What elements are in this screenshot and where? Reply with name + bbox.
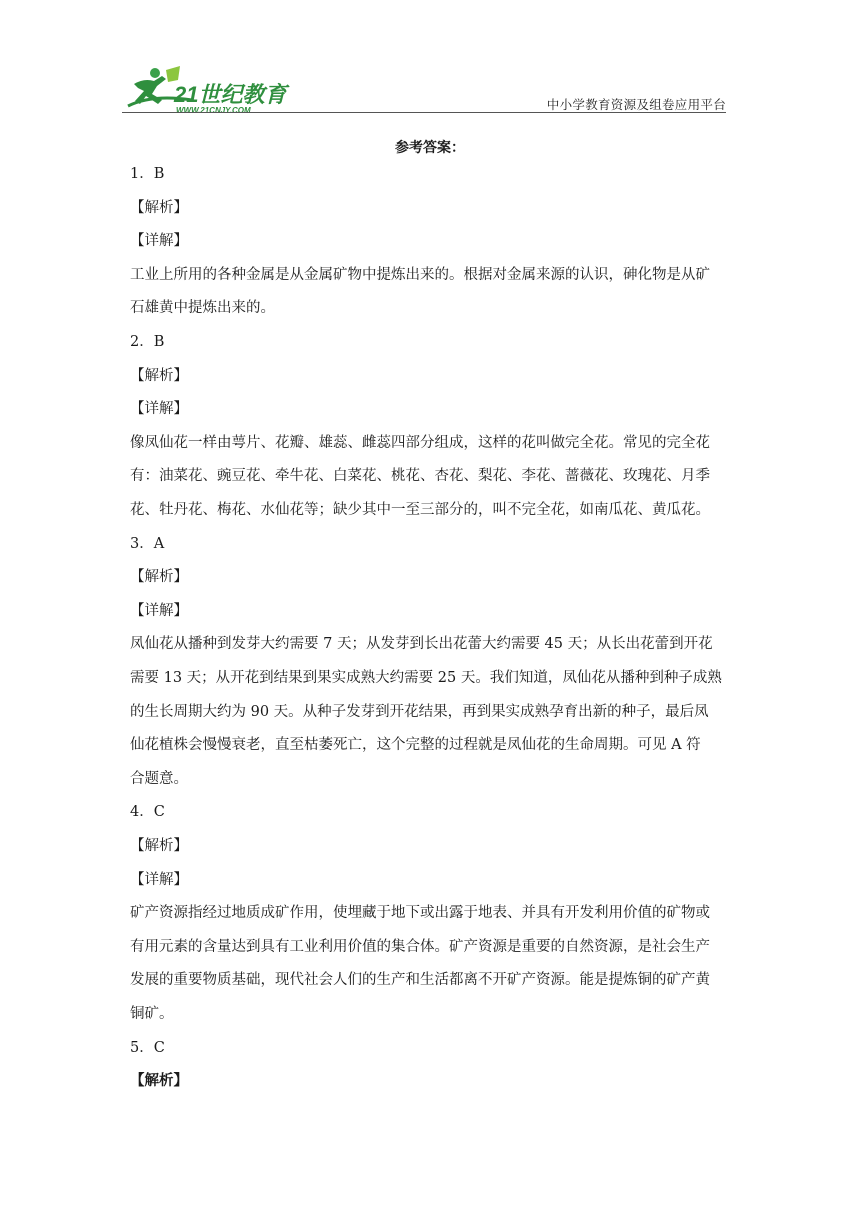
page-title: 参考答案：: [395, 140, 465, 156]
answer-line: 工业上所用的各种金属是从金属矿物中提炼出来的。根据对金属来源的认识，砷化物是从矿: [130, 266, 710, 283]
answer-line: 1．B: [130, 166, 165, 182]
answer-line: 合题意。: [130, 770, 188, 787]
platform-name: 中小学教育资源及组卷应用平台: [546, 97, 726, 112]
answer-line: 有：油菜花、豌豆花、牵牛花、白菜花、桃花、杏花、梨花、李花、蔷薇花、玫瑰花、月季: [130, 468, 710, 485]
logo-text: 21世纪教育: [174, 82, 287, 107]
answer-line: 【解析】: [130, 838, 188, 854]
site-logo: [122, 64, 297, 116]
answer-line: 【详解】: [130, 871, 188, 888]
answer-line: 像凤仙花一样由萼片、花瓣、雄蕊、雌蕊四部分组成，这样的花叫做完全花。常见的完全花: [130, 434, 710, 451]
logo-url: WWW.21CNJY.COM: [176, 106, 251, 115]
answer-line: 3．A: [130, 535, 165, 552]
answer-line: 发展的重要物质基础，现代社会人们的生产和生活都离不开矿产资源。能是提炼铜的矿产黄: [130, 972, 710, 989]
answer-line: 【详解】: [130, 401, 188, 418]
answer-line: 5．C: [130, 1039, 165, 1056]
answer-line: 【解析】: [130, 199, 188, 216]
answer-line: 的生长周期大约为 90 天。从种子发芽到开花结果，再到果实成熟孕育出新的种子，最后凤: [130, 703, 709, 720]
answer-line: 【解析】: [130, 367, 188, 384]
answer-line: 2．B: [130, 334, 165, 350]
answer-line: 【详解】: [130, 233, 188, 250]
answer-line: 有用元素的含量达到具有工业利用价值的集合体。矿产资源是重要的自然资源，是社会生产: [130, 938, 710, 955]
answer-line: 花、牡丹花、梅花、水仙花等；缺少其中一至三部分的，叫不完全花，如南瓜花、黄瓜花。: [130, 502, 710, 518]
answer-line: 铜矿。: [130, 1006, 174, 1022]
header-divider: [122, 112, 726, 113]
answer-line: 【详解】: [130, 602, 188, 619]
answer-line: 仙花植株会慢慢衰老，直至枯萎死亡，这个完整的过程就是凤仙花的生命周期。可见 A 符: [130, 737, 701, 754]
answer-line: 【解析】: [130, 569, 188, 586]
answer-line: 需要 13 天；从开花到结果到果实成熟大约需要 25 天。我们知道，凤仙花从播种到种子成熟: [130, 670, 722, 686]
answer-line: 石雄黄中提炼出来的。: [130, 300, 275, 317]
runner-logo-icon: [122, 64, 297, 116]
answer-line: 凤仙花从播种到发芽大约需要 7 天；从发芽到长出花蕾大约需要 45 天；从长出花蕾到开花: [130, 636, 713, 653]
answer-line: 矿产资源指经过地质成矿作用，使埋藏于地下或出露于地表、并具有开发利用价值的矿物或: [130, 905, 710, 922]
page-header: [122, 64, 726, 116]
answer-line: 4．C: [130, 804, 165, 821]
answer-line: 【解析】: [130, 1072, 188, 1090]
